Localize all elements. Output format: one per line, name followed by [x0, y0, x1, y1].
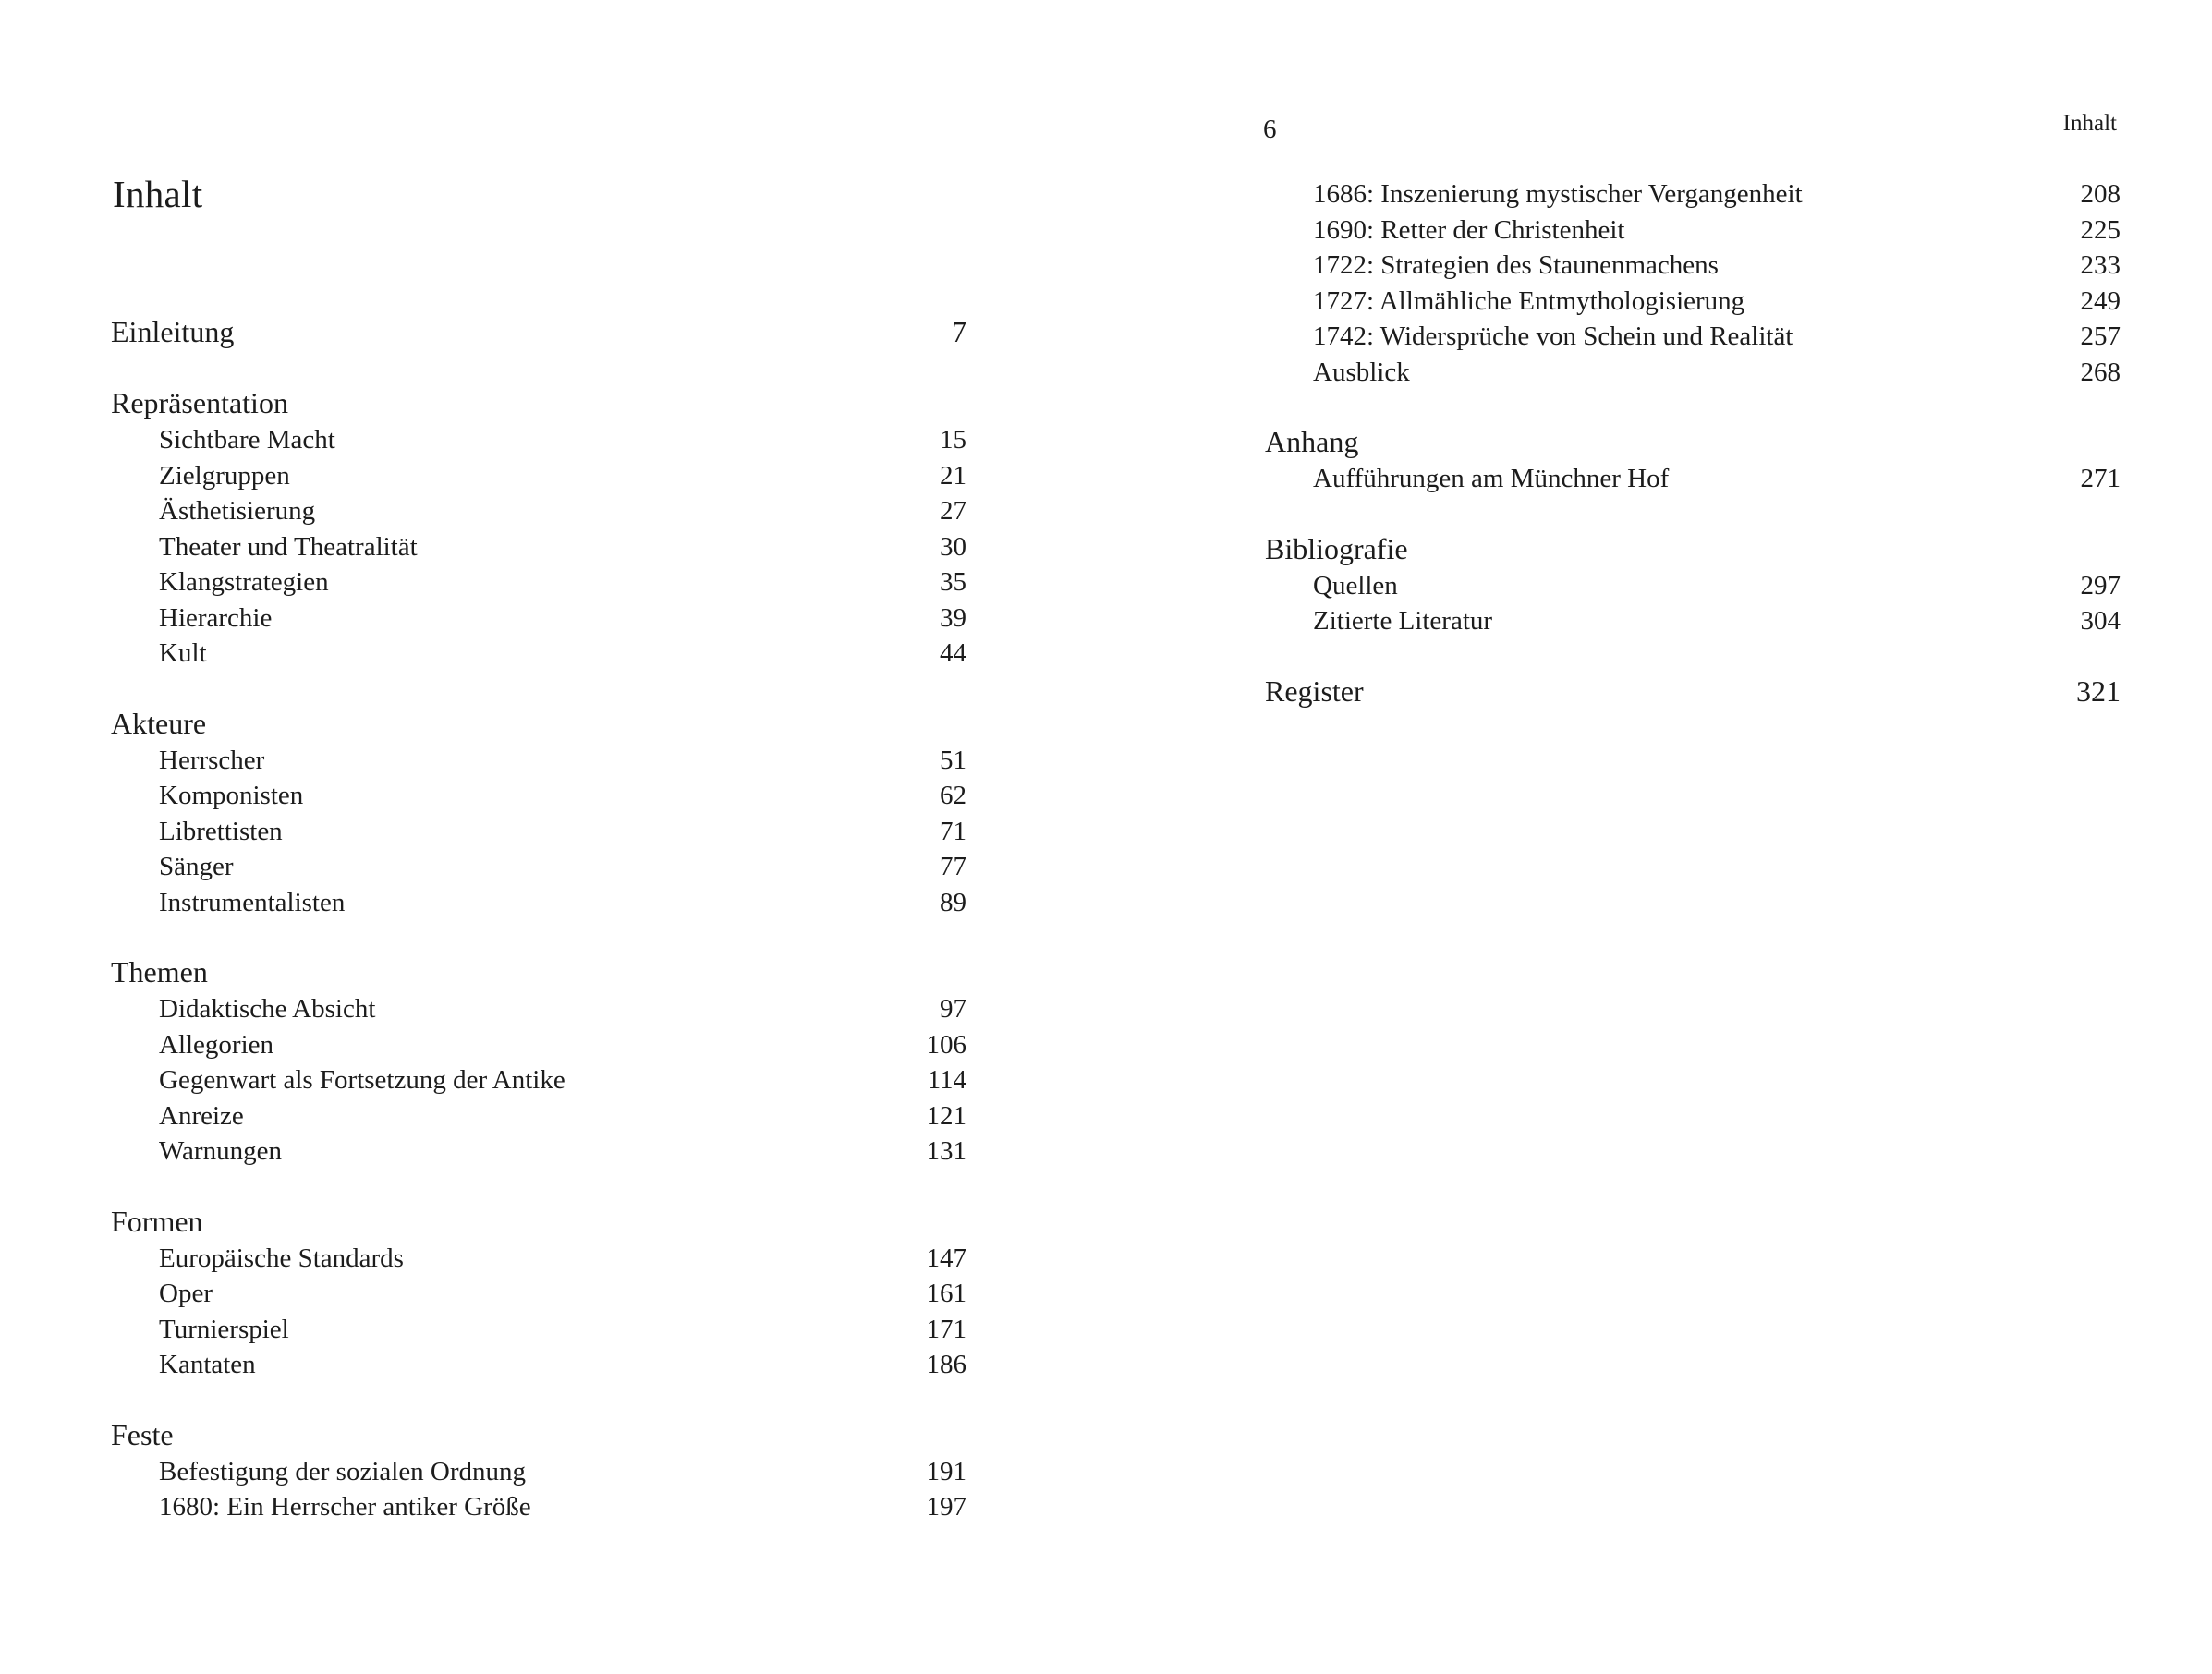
- toc-heading-row: [111, 312, 966, 351]
- toc-section-register: [1265, 672, 2121, 710]
- toc-page-number: 114: [927, 1065, 966, 1095]
- toc-entry-label: Klangstrategien: [159, 567, 329, 597]
- toc-section-repraesentation: [111, 383, 966, 672]
- toc-entry: [1265, 319, 2121, 355]
- toc-entry-label: 1742: Widersprüche von Schein und Realität: [1313, 321, 1793, 351]
- toc-entry-label: Anreize: [159, 1100, 244, 1131]
- toc-entry: [111, 778, 966, 814]
- toc-entry-label: Didaktische Absicht: [159, 994, 376, 1024]
- toc-entry: [111, 743, 966, 779]
- toc-entry: [1265, 284, 2121, 320]
- toc-entry-label: 1690: Retter der Christenheit: [1313, 214, 1625, 245]
- toc-entry-label: 1722: Strategien des Staunenmachens: [1313, 250, 1719, 280]
- toc-entry: [1265, 248, 2121, 284]
- running-title: Inhalt: [2062, 111, 2117, 136]
- toc-entry: [111, 1134, 966, 1170]
- toc-heading: Themen: [111, 955, 208, 989]
- toc-page-number: 39: [940, 602, 966, 633]
- toc-heading: Formen: [111, 1204, 203, 1238]
- toc-entry: [1265, 461, 2121, 497]
- toc-page-number: 21: [940, 460, 966, 491]
- toc-entry: [111, 493, 966, 529]
- toc-heading-row: [1265, 529, 2121, 568]
- toc-entry-label: 1686: Inszenierung mystischer Vergangenheit: [1313, 179, 1803, 209]
- toc-entry-label: Sänger: [159, 852, 234, 881]
- toc-section-bibliografie: [1265, 529, 2121, 639]
- toc-entry-label: Komponisten: [159, 781, 304, 810]
- toc-entry: [1265, 568, 2121, 604]
- toc-entry: [111, 1312, 966, 1348]
- toc-heading-row: [1265, 672, 2121, 710]
- page-title: Inhalt: [113, 173, 203, 215]
- toc-entry: [1265, 176, 2121, 212]
- toc-entry: [111, 849, 966, 885]
- toc-entry: [1265, 355, 2121, 391]
- toc-entry-label: Gegenwart als Fortsetzung der Antike: [159, 1065, 565, 1095]
- toc-right: [1265, 176, 2121, 743]
- toc-page-number: 233: [2080, 250, 2121, 280]
- toc-page-number: 97: [940, 994, 966, 1024]
- toc-page-number: 44: [940, 638, 966, 668]
- toc-section-themen: [111, 952, 966, 1170]
- toc-entry-label: Zielgruppen: [159, 460, 290, 491]
- toc-page-number: 208: [2080, 179, 2121, 209]
- toc-heading: Akteure: [111, 706, 207, 740]
- toc-entry-label: 1680: Ein Herrscher antiker Größe: [159, 1492, 531, 1522]
- toc-entry: [111, 458, 966, 494]
- toc-heading: Anhang: [1265, 425, 1359, 458]
- toc-entry: [111, 1489, 966, 1525]
- toc-entry: [111, 422, 966, 458]
- toc-page-number: 161: [926, 1279, 966, 1308]
- toc-entry-label: Instrumentalisten: [159, 887, 346, 917]
- toc-page-number: 197: [926, 1492, 966, 1522]
- toc-heading-row: [111, 1415, 966, 1454]
- toc-entry-label: Befestigung der sozialen Ordnung: [159, 1456, 527, 1486]
- toc-page-number: 191: [926, 1456, 966, 1486]
- toc-heading-row: [111, 704, 966, 743]
- toc-entry-label: Sichtbare Macht: [159, 425, 335, 455]
- toc-entry: [111, 1241, 966, 1277]
- toc-page-number: 249: [2080, 285, 2121, 316]
- toc-page-number: 62: [940, 781, 966, 810]
- toc-entry-label: Ästhetisierung: [159, 496, 316, 526]
- toc-heading: Repräsentation: [111, 386, 288, 419]
- toc-page-number: 257: [2080, 321, 2121, 351]
- toc-section-continued: [1265, 176, 2121, 390]
- toc-heading-row: [111, 383, 966, 422]
- toc-page-number: 131: [926, 1136, 966, 1166]
- right-page: [1106, 0, 2212, 1674]
- toc-entry-label: Zitierte Literatur: [1313, 606, 1493, 636]
- toc-entry: [1265, 212, 2121, 249]
- toc-heading: Feste: [111, 1417, 174, 1451]
- toc-entry: [111, 529, 966, 565]
- toc-page-number: 71: [940, 816, 966, 846]
- toc-entry-label: Turnierspiel: [159, 1314, 289, 1344]
- toc-entry-label: Hierarchie: [159, 602, 273, 633]
- toc-entry: [111, 1454, 966, 1490]
- toc-entry: [111, 1276, 966, 1312]
- toc-entry-label: Oper: [159, 1279, 213, 1308]
- toc-entry: [111, 600, 966, 637]
- toc-page-number: 89: [940, 887, 966, 917]
- toc-entry: [111, 814, 966, 850]
- toc-entry-label: Kantaten: [159, 1350, 256, 1379]
- page-number: 6: [1263, 115, 1277, 144]
- toc-entry-label: Herrscher: [159, 745, 265, 775]
- toc-heading: Einleitung: [111, 315, 235, 348]
- toc-section-akteure: [111, 704, 966, 921]
- toc-entry-label: Quellen: [1313, 570, 1398, 600]
- toc-page-number: 171: [926, 1314, 966, 1344]
- toc-left: [111, 312, 966, 1558]
- toc-page-number: 268: [2080, 357, 2121, 387]
- toc-heading-row: [111, 1202, 966, 1241]
- toc-entry: [111, 564, 966, 600]
- toc-page-number: 51: [940, 745, 966, 775]
- toc-entry: [111, 636, 966, 672]
- toc-heading-row: [1265, 422, 2121, 461]
- toc-page-number: 27: [940, 496, 966, 526]
- toc-page-number: 15: [940, 425, 966, 455]
- toc-entry-label: Allegorien: [159, 1029, 274, 1060]
- toc-page-number: 121: [926, 1100, 966, 1131]
- toc-page-number: 77: [940, 852, 966, 881]
- toc-page-number: 321: [2076, 673, 2121, 708]
- toc-entry: [111, 991, 966, 1027]
- toc-section-anhang: [1265, 422, 2121, 497]
- toc-entry-label: Theater und Theatralität: [159, 531, 418, 562]
- toc-page-number: 35: [940, 567, 966, 597]
- toc-page-number: 271: [2080, 464, 2121, 493]
- toc-entry: [111, 885, 966, 921]
- toc-entry: [111, 1098, 966, 1134]
- toc-heading: Register: [1265, 673, 1364, 708]
- toc-entry: [111, 1062, 966, 1098]
- toc-entry-label: Aufführungen am Münchner Hof: [1313, 464, 1670, 493]
- toc-page-number: 147: [926, 1243, 966, 1273]
- toc-page-number: 106: [926, 1029, 966, 1060]
- toc-entry: [1265, 603, 2121, 639]
- toc-heading: Bibliografie: [1265, 531, 1408, 565]
- toc-entry-label: Europäische Standards: [159, 1243, 404, 1273]
- toc-entry: [111, 1027, 966, 1063]
- toc-heading-row: [111, 952, 966, 991]
- toc-page-number: 297: [2080, 570, 2121, 600]
- toc-entry-label: 1727: Allmähliche Entmythologisierung: [1313, 285, 1745, 316]
- toc-entry-label: Kult: [159, 638, 207, 668]
- toc-entry-label: Librettisten: [159, 816, 283, 846]
- toc-entry-label: Warnungen: [159, 1136, 282, 1166]
- toc-page-number: 7: [952, 315, 966, 348]
- toc-section-formen: [111, 1202, 966, 1383]
- toc-section-feste: [111, 1415, 966, 1525]
- toc-entry-label: Ausblick: [1313, 357, 1410, 387]
- toc-page-number: 30: [940, 531, 966, 562]
- toc-page-number: 304: [2080, 606, 2121, 636]
- toc-entry: [111, 1347, 966, 1383]
- toc-page-number: 186: [926, 1350, 966, 1379]
- toc-section-einleitung: [111, 312, 966, 351]
- toc-page-number: 225: [2080, 214, 2121, 245]
